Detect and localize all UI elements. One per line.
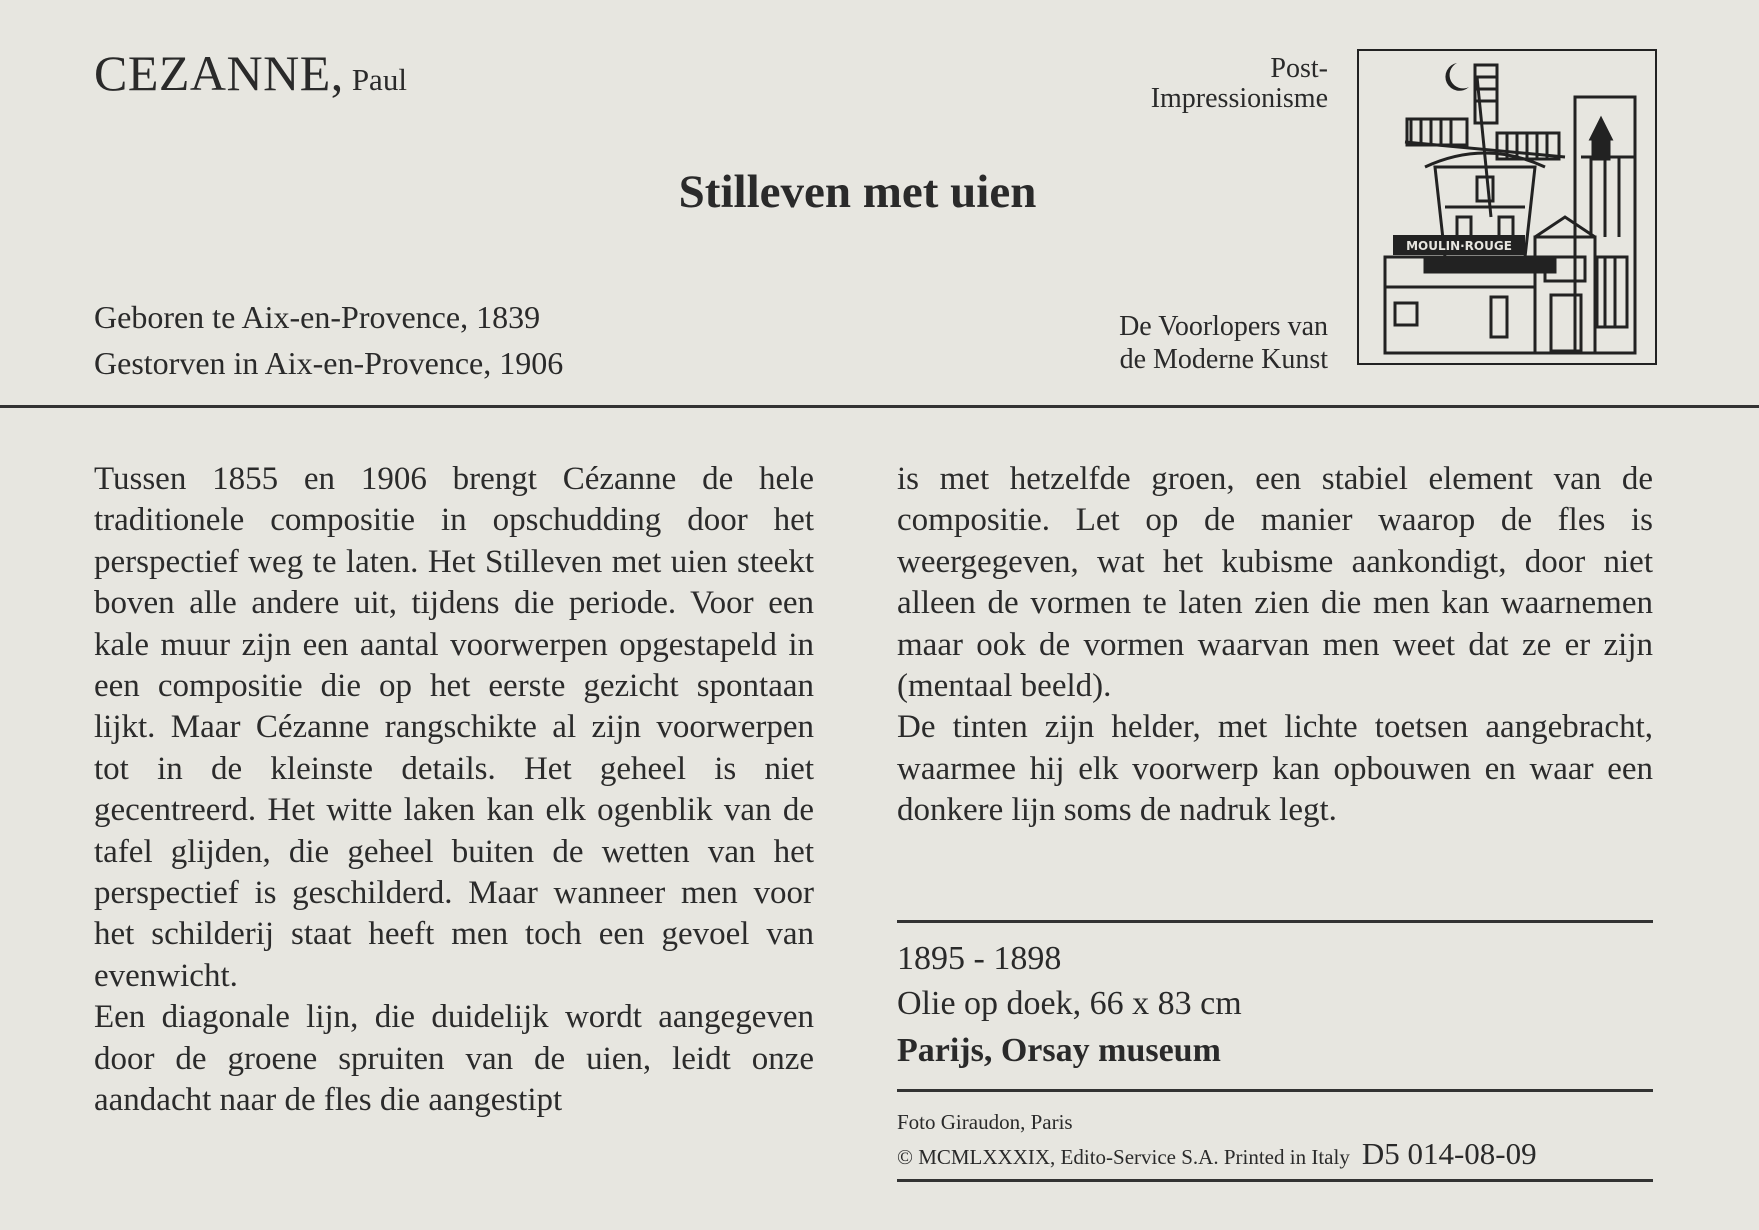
born-line: Geboren te Aix-en-Provence, 1839 <box>94 299 541 335</box>
windmill-sails-icon <box>1405 65 1565 217</box>
movement-line-1: Post- <box>1270 53 1328 84</box>
artist-surname: CEZANNE, <box>94 45 344 101</box>
text-column-right <box>897 459 1653 832</box>
right-paragraph-1: is met hetzelfde groen, een stabiel element van de compositie. Let op de manier waarop de fles is weergegeven, wat het kubisme aankondigt, door niet alleen de vormen te laten zien die men kan waarnemen maar ook de vormen waarvan men weet dat ze er zijn (mentaal beeld). <box>897 461 1653 705</box>
left-paragraph-2: Een diagonale lijn, die duidelijk wordt aangegeven door de groene spruiten van de uien, leidt onze aandacht naar de fles die aangestipt <box>94 999 814 1119</box>
copyright-text: © MCMLXXXIX, Edito-Service S.A. Printed in Italy <box>897 1145 1350 1169</box>
details-top-rule <box>897 920 1653 923</box>
artwork-location: Parijs, Orsay museum <box>897 1032 1221 1069</box>
series-line-2: de Moderne Kunst <box>1119 344 1328 375</box>
text-column-left <box>94 459 814 1122</box>
artist-given-name: Paul <box>351 62 407 97</box>
details-bottom-rule <box>897 1179 1653 1182</box>
movement-line-2: Impressionisme <box>1150 83 1328 114</box>
divider-line <box>0 405 1759 408</box>
artwork-title: Stilleven met uien <box>678 166 1037 218</box>
artwork-medium: Olie op doek, 66 x 83 cm <box>897 985 1242 1022</box>
series-name <box>1119 310 1328 376</box>
photo-credit: Foto Giraudon, Paris <box>897 1110 1073 1134</box>
sign-text: MOULIN·ROUGE <box>1406 239 1512 253</box>
right-paragraph-2: De tinten zijn helder, met lichte toetsen aangebracht, waarmee hij elk voorwerp kan opbouwen en waar een donkere lijn soms de nadruk legt. <box>897 709 1653 829</box>
died-line: Gestorven in Aix-en-Provence, 1906 <box>94 345 564 381</box>
card-code: D5 014-08-09 <box>1361 1136 1537 1171</box>
credits <box>897 1106 1653 1173</box>
artist-biography <box>94 294 563 386</box>
artist-name <box>94 44 407 102</box>
copyright-line <box>897 1138 1653 1173</box>
art-movement <box>1151 54 1328 114</box>
moulin-rouge-drawing <box>1365 57 1649 357</box>
moulin-rouge-logo <box>1357 49 1657 365</box>
moon-icon <box>1445 63 1469 91</box>
left-paragraph-1: Tussen 1855 en 1906 brengt Cézanne de hele traditionele compositie in opschudding door het perspectief weg te laten. Het Stilleven met uien steekt boven alle andere uit, tijdens die periode. Voor een kale muur zijn een aantal voorwerpen opgestapeld in een compositie die op het eerste gezicht spontaan lijkt. Maar Cézanne rangschikte al zijn voorwerpen tot in de kleinste details. Het geheel is niet gecentreerd. Het witte laken kan elk ogenblik van de tafel glijden, die geheel buiten de wetten van het perspectief is geschilderd. Maar wanneer men voor het schilderij staat heeft men toch een gevoel van evenwicht. <box>94 461 814 994</box>
series-line-1: De Voorlopers van <box>1119 311 1328 342</box>
artwork-details <box>897 920 1653 1182</box>
details-middle-rule <box>897 1089 1653 1092</box>
artwork-date: 1895 - 1898 <box>897 940 1062 977</box>
